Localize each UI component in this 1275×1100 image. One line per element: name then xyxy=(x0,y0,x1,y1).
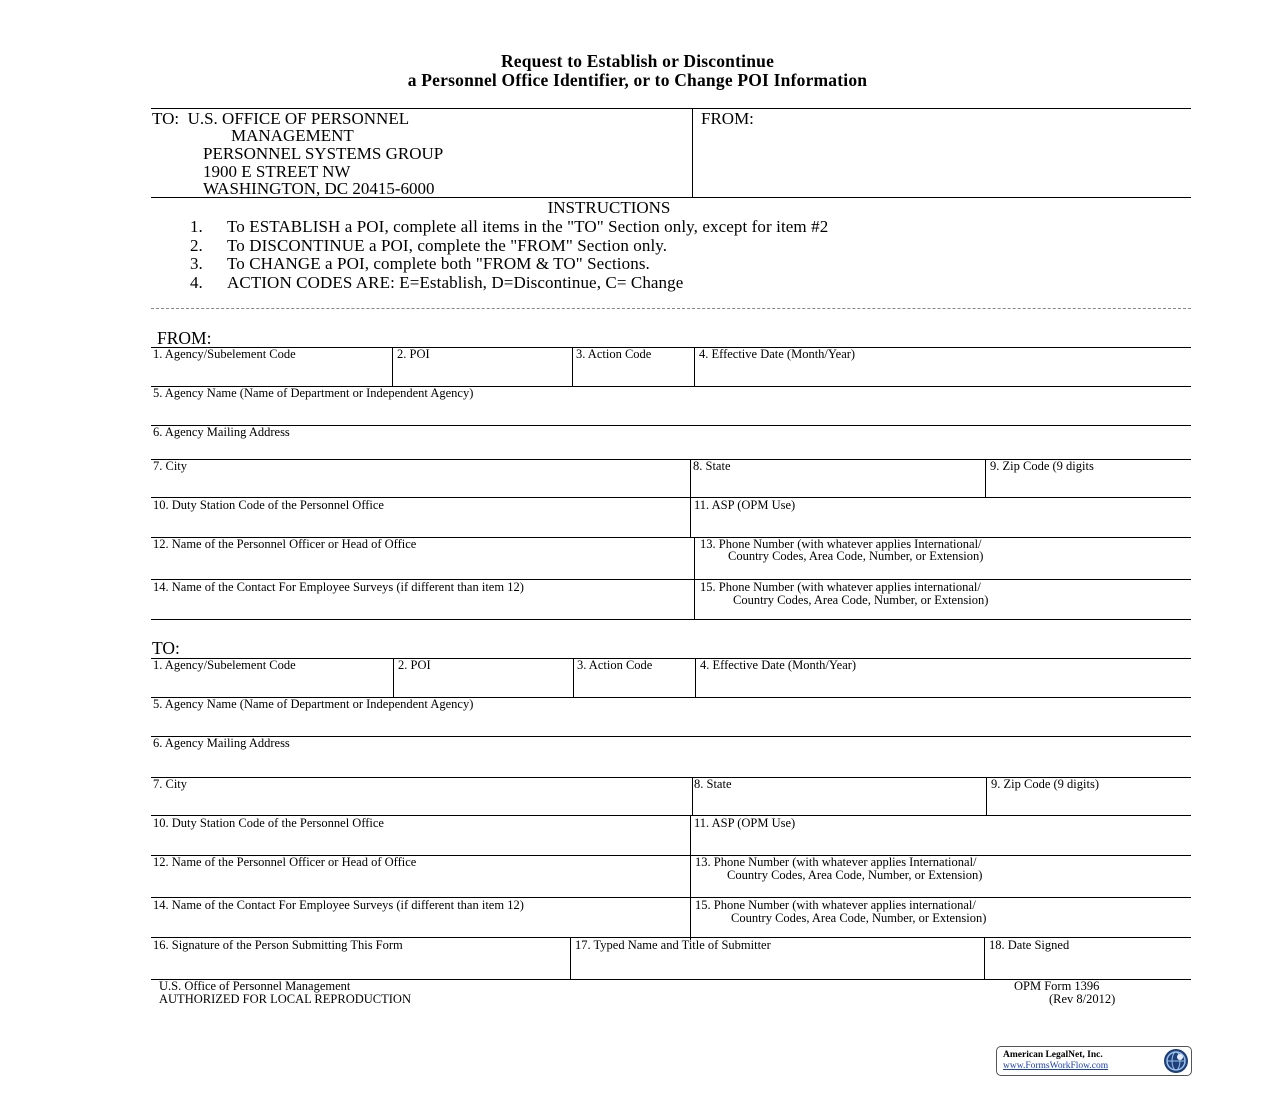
to-survey-contact-label: 14. Name of the Contact For Employee Surveys (if different than item 12) xyxy=(153,898,524,912)
rule xyxy=(694,347,695,387)
to-action-code-label: 3. Action Code xyxy=(577,658,653,672)
from-survey-phone-label-cont: Country Codes, Area Code, Number, or Extension) xyxy=(733,593,989,607)
rule xyxy=(151,347,1191,348)
from-state-label: 8. State xyxy=(693,459,731,473)
rule xyxy=(572,347,573,387)
typed-name-label: 17. Typed Name and Title of Submitter xyxy=(575,938,771,952)
form-title-line1: Request to Establish or Discontinue xyxy=(500,51,775,71)
rule xyxy=(984,937,985,979)
to-address-line2: MANAGEMENT xyxy=(231,126,354,145)
separator-dashed xyxy=(151,308,1191,309)
from-duty-station-label: 10. Duty Station Code of the Personnel Office xyxy=(153,498,384,512)
globe-icon xyxy=(1163,1048,1189,1074)
rule xyxy=(151,736,1191,737)
from-effective-date-field[interactable] xyxy=(697,362,1187,385)
from-agency-name-field[interactable] xyxy=(153,401,1187,424)
to-zip-label: 9. Zip Code (9 digits) xyxy=(991,777,1099,791)
from-phone-label-cont: Country Codes, Area Code, Number, or Extension) xyxy=(728,549,984,563)
from-asp-field[interactable] xyxy=(693,513,1187,535)
from-mailing-address-field[interactable] xyxy=(153,440,1187,457)
to-duty-station-label: 10. Duty Station Code of the Personnel Office xyxy=(153,816,384,830)
rule xyxy=(986,777,987,816)
from-survey-contact-field[interactable] xyxy=(153,595,692,617)
from-survey-phone-label: 15. Phone Number (with whatever applies international/ xyxy=(700,580,981,594)
instructions-heading: INSTRUCTIONS xyxy=(547,198,671,217)
from-poi-field[interactable] xyxy=(395,362,570,385)
rule xyxy=(392,347,393,387)
rule xyxy=(690,459,691,498)
from-personnel-officer-label: 12. Name of the Personnel Officer or Head of Office xyxy=(153,537,417,551)
from-zip-label: 9. Zip Code (9 digits xyxy=(990,459,1094,473)
rule xyxy=(393,658,394,698)
instruction-number: 3. xyxy=(190,254,203,273)
to-action-code-field[interactable] xyxy=(576,673,693,696)
to-address-line5: WASHINGTON, DC 20415-6000 xyxy=(203,179,435,198)
from-survey-contact-label: 14. Name of the Contact For Employee Surveys (if different than item 12) xyxy=(153,580,524,594)
legalnet-url-link[interactable]: www.FormsWorkFlow.com xyxy=(1003,1061,1109,1071)
to-state-field[interactable] xyxy=(695,792,984,814)
instruction-number: 2. xyxy=(190,236,203,255)
from-state-field[interactable] xyxy=(693,474,983,496)
rule xyxy=(151,425,1191,426)
from-address-label: FROM: xyxy=(701,109,754,128)
to-city-field[interactable] xyxy=(153,792,690,814)
footer-agency: U.S. Office of Personnel Management xyxy=(159,979,351,993)
to-asp-label: 11. ASP (OPM Use) xyxy=(694,816,796,830)
to-section-heading: TO: xyxy=(152,638,180,658)
to-duty-station-field[interactable] xyxy=(153,831,688,853)
to-agency-name-field[interactable] xyxy=(153,712,1187,735)
from-section-heading: FROM: xyxy=(157,328,212,348)
date-signed-field[interactable] xyxy=(988,953,1187,977)
to-zip-field[interactable] xyxy=(989,792,1187,814)
to-address-line1: TO: U.S. OFFICE OF PERSONNEL xyxy=(152,109,410,128)
to-mailing-address-field[interactable] xyxy=(153,751,1187,775)
to-asp-field[interactable] xyxy=(693,831,1187,853)
to-effective-date-field[interactable] xyxy=(698,673,1187,696)
from-mailing-address-label: 6. Agency Mailing Address xyxy=(153,425,290,439)
from-city-field[interactable] xyxy=(153,474,688,496)
rule xyxy=(692,777,693,816)
to-agency-code-field[interactable] xyxy=(153,673,391,696)
rule xyxy=(573,658,574,698)
to-address-line4: 1900 E STREET NW xyxy=(203,162,351,181)
from-phone-field[interactable] xyxy=(697,564,1187,578)
to-agency-name-label: 5. Agency Name (Name of Department or Independent Agency) xyxy=(153,697,474,711)
instruction-text: To CHANGE a POI, complete both "FROM & TO" Sections. xyxy=(227,254,650,273)
to-phone-label-cont: Country Codes, Area Code, Number, or Extension) xyxy=(727,868,983,882)
header-divider xyxy=(692,108,693,198)
footer-revision: (Rev 8/2012) xyxy=(1049,992,1116,1006)
legalnet-name: American LegalNet, Inc. xyxy=(1003,1050,1103,1060)
to-survey-phone-field[interactable] xyxy=(693,926,1187,936)
rule xyxy=(570,937,571,979)
from-agency-name-label: 5. Agency Name (Name of Department or Independent Agency) xyxy=(153,386,474,400)
from-address-field[interactable] xyxy=(700,130,1185,194)
to-personnel-officer-label: 12. Name of the Personnel Officer or Head of Office xyxy=(153,855,417,869)
instruction-text: To DISCONTINUE a POI, complete the "FROM" Section only. xyxy=(227,236,668,255)
instruction-number: 1. xyxy=(190,217,203,236)
from-effective-date-label: 4. Effective Date (Month/Year) xyxy=(699,347,856,361)
from-agency-code-label: 1. Agency/Subelement Code xyxy=(153,347,296,361)
from-survey-phone-field[interactable] xyxy=(697,607,1187,618)
date-signed-label: 18. Date Signed xyxy=(989,938,1070,952)
to-personnel-officer-field[interactable] xyxy=(153,870,688,895)
from-personnel-officer-field[interactable] xyxy=(153,552,692,577)
to-survey-contact-field[interactable] xyxy=(153,913,688,936)
footer-form-number: OPM Form 1396 xyxy=(1014,979,1100,993)
rule xyxy=(694,537,695,619)
signature-label: 16. Signature of the Person Submitting This Form xyxy=(153,938,403,952)
to-agency-code-label: 1. Agency/Subelement Code xyxy=(153,658,296,672)
typed-name-field[interactable] xyxy=(574,953,982,977)
from-agency-code-field[interactable] xyxy=(153,362,390,385)
to-poi-label: 2. POI xyxy=(398,658,431,672)
from-poi-label: 2. POI xyxy=(397,347,430,361)
rule xyxy=(985,459,986,498)
from-action-code-field[interactable] xyxy=(575,362,692,385)
from-zip-field[interactable] xyxy=(988,474,1187,496)
to-effective-date-label: 4. Effective Date (Month/Year) xyxy=(700,658,857,672)
rule xyxy=(690,497,691,537)
to-phone-label: 13. Phone Number (with whatever applies International/ xyxy=(695,855,977,869)
to-survey-phone-label: 15. Phone Number (with whatever applies international/ xyxy=(695,898,976,912)
to-city-label: 7. City xyxy=(153,777,188,791)
rule xyxy=(151,658,1191,659)
to-poi-field[interactable] xyxy=(396,673,571,696)
to-mailing-address-label: 6. Agency Mailing Address xyxy=(153,736,290,750)
from-action-code-label: 3. Action Code xyxy=(576,347,652,361)
rule xyxy=(695,658,696,698)
footer-authorized: AUTHORIZED FOR LOCAL REPRODUCTION xyxy=(159,992,411,1006)
legalnet-badge[interactable] xyxy=(996,1046,1192,1076)
from-asp-label: 11. ASP (OPM Use) xyxy=(694,498,796,512)
rule xyxy=(151,619,1191,620)
from-phone-label: 13. Phone Number (with whatever applies International/ xyxy=(700,537,982,551)
to-phone-field[interactable] xyxy=(693,883,1187,895)
instruction-text: To ESTABLISH a POI, complete all items in the "TO" Section only, except for item #2 xyxy=(227,217,829,236)
from-duty-station-field[interactable] xyxy=(153,513,688,535)
signature-field[interactable] xyxy=(153,953,568,977)
instruction-number: 4. xyxy=(190,273,203,292)
to-survey-phone-label-cont: Country Codes, Area Code, Number, or Extension) xyxy=(731,911,987,925)
rule xyxy=(690,815,691,940)
from-city-label: 7. City xyxy=(153,459,188,473)
form-title-line2: a Personnel Office Identifier, or to Change POI Information xyxy=(407,70,868,90)
to-address-line3: PERSONNEL SYSTEMS GROUP xyxy=(203,144,444,163)
instruction-text: ACTION CODES ARE: E=Establish, D=Discontinue, C= Change xyxy=(227,273,684,292)
to-state-label: 8. State xyxy=(694,777,732,791)
